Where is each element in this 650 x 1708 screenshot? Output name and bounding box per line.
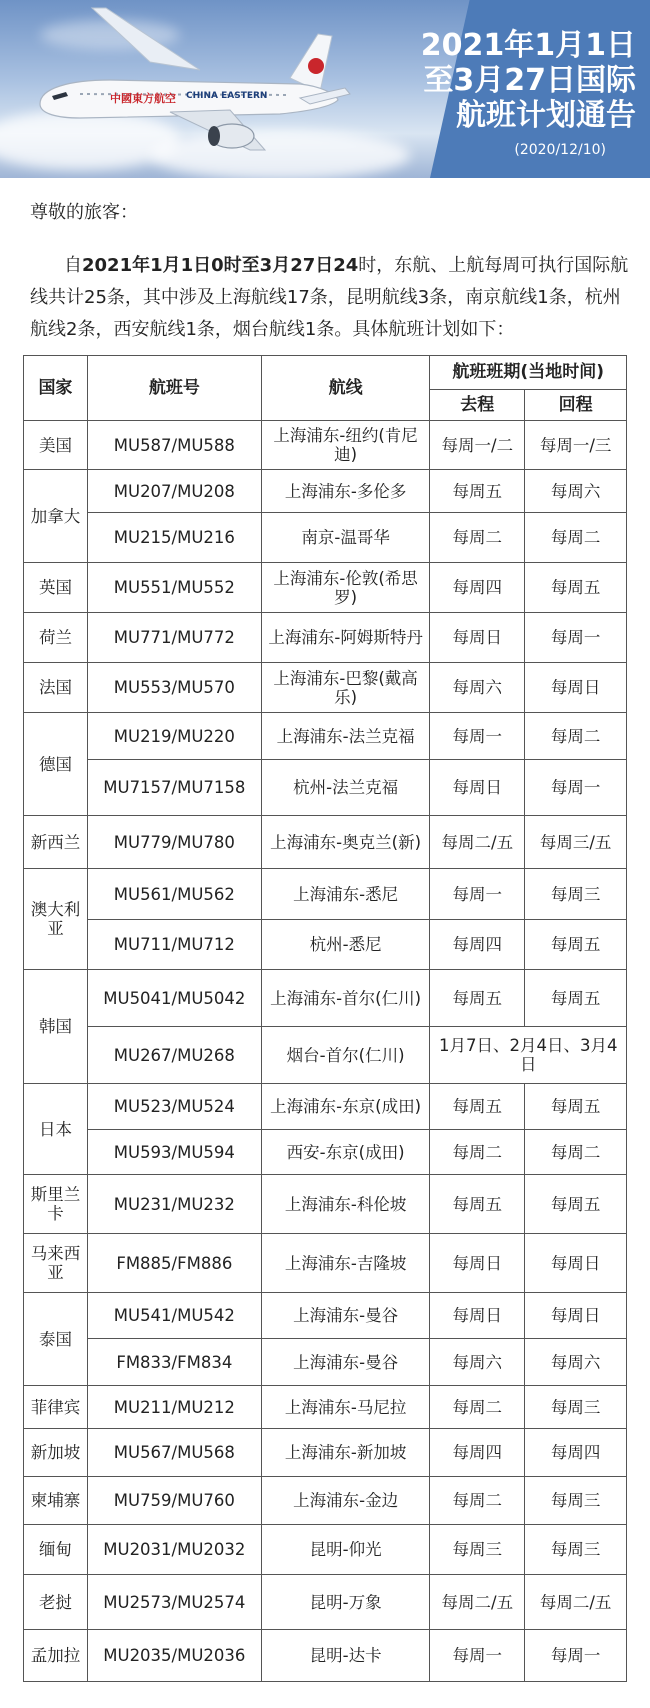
outbound-cell: 每周六 <box>430 663 525 713</box>
table-row <box>24 816 627 869</box>
flight-cell: MU2573/MU2574 <box>87 1575 261 1630</box>
inbound-cell: 每周五 <box>525 1084 627 1130</box>
notice-date: (2020/12/10) <box>514 142 606 158</box>
outbound-cell: 每周二 <box>430 1386 525 1429</box>
route-cell: 上海浦东-悉尼 <box>261 869 430 920</box>
country-cell: 老挝 <box>24 1575 88 1630</box>
flight-cell: MU593/MU594 <box>87 1130 261 1175</box>
table-row <box>24 760 627 816</box>
header-flight: 航班号 <box>87 356 261 421</box>
table-row <box>24 1525 627 1575</box>
country-cell: 斯里兰卡 <box>24 1175 88 1234</box>
inbound-cell: 每周六 <box>525 1339 627 1386</box>
table-row <box>24 1477 627 1525</box>
route-cell: 上海浦东-首尔(仁川) <box>261 970 430 1027</box>
flight-cell: MU587/MU588 <box>87 421 261 470</box>
header-outbound: 去程 <box>430 390 525 421</box>
route-cell: 杭州-悉尼 <box>261 920 430 970</box>
table-row <box>24 970 627 1027</box>
intro-text: 时，东航、上航每周可执行国际航线共计25条，其中涉及上海航线17条，昆明航线3条，南京航线1条，杭州航线2条，西安航线1条，烟台航线1条。具体航班计划如下： <box>30 255 629 340</box>
outbound-cell: 每周五 <box>430 970 525 1027</box>
country-cell: 柬埔寨 <box>24 1477 88 1525</box>
table-row <box>24 1027 627 1084</box>
flight-cell: MU219/MU220 <box>87 713 261 760</box>
outbound-cell: 每周日 <box>430 1234 525 1293</box>
table-row <box>24 1339 627 1386</box>
inbound-cell: 每周日 <box>525 1293 627 1339</box>
flight-cell: MU2031/MU2032 <box>87 1525 261 1575</box>
intro-bold-date: 2021年1月1日0时至3月27日24 <box>82 255 359 276</box>
header-schedule: 航班班期(当地时间) <box>430 356 627 390</box>
outbound-cell: 每周六 <box>430 1339 525 1386</box>
flight-schedule-table <box>23 355 627 1682</box>
outbound-cell: 每周一 <box>430 713 525 760</box>
route-cell: 上海浦东-巴黎(戴高乐) <box>261 663 430 713</box>
route-cell: 上海浦东-纽约(肯尼迪) <box>261 421 430 470</box>
inbound-cell: 每周六 <box>525 470 627 513</box>
airline-logo-en: CHINA EASTERN <box>186 91 268 101</box>
flight-cell: MU2035/MU2036 <box>87 1630 261 1682</box>
table-row <box>24 1386 627 1429</box>
header-route: 航线 <box>261 356 430 421</box>
header-country: 国家 <box>24 356 88 421</box>
route-cell: 上海浦东-科伦坡 <box>261 1175 430 1234</box>
country-cell: 新西兰 <box>24 816 88 869</box>
title-line: 至3月27日国际 <box>423 63 636 98</box>
country-cell: 新加坡 <box>24 1429 88 1477</box>
inbound-cell: 每周三 <box>525 1386 627 1429</box>
header-inbound: 回程 <box>525 390 627 421</box>
flight-cell: MU211/MU212 <box>87 1386 261 1429</box>
table-row <box>24 1293 627 1339</box>
outbound-cell: 每周一 <box>430 1630 525 1682</box>
inbound-cell: 每周二 <box>525 513 627 563</box>
country-cell: 泰国 <box>24 1293 88 1386</box>
route-cell: 上海浦东-阿姆斯特丹 <box>261 613 430 663</box>
schedule-merged-cell: 1月7日、2月4日、3月4日 <box>430 1027 627 1084</box>
outbound-cell: 每周日 <box>430 1293 525 1339</box>
table-row <box>24 713 627 760</box>
flight-cell: FM833/FM834 <box>87 1339 261 1386</box>
table-row <box>24 1575 627 1630</box>
inbound-cell: 每周三 <box>525 869 627 920</box>
table-row <box>24 869 627 920</box>
outbound-cell: 每周二/五 <box>430 816 525 869</box>
country-cell: 孟加拉 <box>24 1630 88 1682</box>
airplane-image <box>0 0 420 178</box>
flight-cell: MU553/MU570 <box>87 663 261 713</box>
route-cell: 上海浦东-金边 <box>261 1477 430 1525</box>
route-cell: 上海浦东-法兰克福 <box>261 713 430 760</box>
outbound-cell: 每周二/五 <box>430 1575 525 1630</box>
country-cell: 英国 <box>24 563 88 613</box>
inbound-cell: 每周日 <box>525 1234 627 1293</box>
outbound-cell: 每周二 <box>430 1477 525 1525</box>
table-row <box>24 1130 627 1175</box>
country-cell: 荷兰 <box>24 613 88 663</box>
title-line: 2021年1月1日 <box>420 28 636 63</box>
route-cell: 上海浦东-多伦多 <box>261 470 430 513</box>
country-cell: 法国 <box>24 663 88 713</box>
country-cell: 韩国 <box>24 970 88 1084</box>
country-cell: 马来西亚 <box>24 1234 88 1293</box>
outbound-cell: 每周五 <box>430 470 525 513</box>
country-cell: 缅甸 <box>24 1525 88 1575</box>
inbound-cell: 每周二/五 <box>525 1575 627 1630</box>
country-cell: 菲律宾 <box>24 1386 88 1429</box>
flight-cell: MU207/MU208 <box>87 470 261 513</box>
flight-cell: MU267/MU268 <box>87 1027 261 1084</box>
inbound-cell: 每周三/五 <box>525 816 627 869</box>
flight-cell: FM885/FM886 <box>87 1234 261 1293</box>
outbound-cell: 每周一/二 <box>430 421 525 470</box>
route-cell: 昆明-达卡 <box>261 1630 430 1682</box>
table-row <box>24 613 627 663</box>
airline-logo-cn: 中國東方航空 <box>110 92 176 105</box>
country-cell: 德国 <box>24 713 88 816</box>
route-cell: 西安-东京(成田) <box>261 1130 430 1175</box>
outbound-cell: 每周五 <box>430 1084 525 1130</box>
country-cell: 加拿大 <box>24 470 88 563</box>
flight-cell: MU779/MU780 <box>87 816 261 869</box>
inbound-cell: 每周五 <box>525 1175 627 1234</box>
flight-cell: MU711/MU712 <box>87 920 261 970</box>
intro-text: 自 <box>64 255 82 276</box>
table-row <box>24 663 627 713</box>
intro-paragraph <box>30 250 630 346</box>
route-cell: 上海浦东-新加坡 <box>261 1429 430 1477</box>
table-row <box>24 920 627 970</box>
route-cell: 上海浦东-曼谷 <box>261 1293 430 1339</box>
route-cell: 上海浦东-伦敦(希思罗) <box>261 563 430 613</box>
table-row <box>24 1234 627 1293</box>
header-banner <box>0 0 650 178</box>
flight-cell: MU523/MU524 <box>87 1084 261 1130</box>
route-cell: 上海浦东-东京(成田) <box>261 1084 430 1130</box>
inbound-cell: 每周一 <box>525 613 627 663</box>
title-line: 航班计划通告 <box>456 98 636 133</box>
route-cell: 上海浦东-吉隆坡 <box>261 1234 430 1293</box>
route-cell: 杭州-法兰克福 <box>261 760 430 816</box>
inbound-cell: 每周日 <box>525 663 627 713</box>
inbound-cell: 每周五 <box>525 920 627 970</box>
outbound-cell: 每周四 <box>430 920 525 970</box>
flight-cell: MU759/MU760 <box>87 1477 261 1525</box>
flight-cell: MU7157/MU7158 <box>87 760 261 816</box>
country-cell: 美国 <box>24 421 88 470</box>
flight-cell: MU215/MU216 <box>87 513 261 563</box>
flight-cell: MU771/MU772 <box>87 613 261 663</box>
outbound-cell: 每周二 <box>430 1130 525 1175</box>
inbound-cell: 每周五 <box>525 563 627 613</box>
table-row <box>24 1175 627 1234</box>
inbound-cell: 每周五 <box>525 970 627 1027</box>
country-cell: 澳大利亚 <box>24 869 88 970</box>
flight-cell: MU567/MU568 <box>87 1429 261 1477</box>
flight-cell: MU231/MU232 <box>87 1175 261 1234</box>
route-cell: 上海浦东-奥克兰(新) <box>261 816 430 869</box>
route-cell: 烟台-首尔(仁川) <box>261 1027 430 1084</box>
table-row <box>24 421 627 470</box>
flight-cell: MU541/MU542 <box>87 1293 261 1339</box>
inbound-cell: 每周一 <box>525 1630 627 1682</box>
route-cell: 南京-温哥华 <box>261 513 430 563</box>
table-row <box>24 563 627 613</box>
inbound-cell: 每周二 <box>525 1130 627 1175</box>
table-row <box>24 513 627 563</box>
outbound-cell: 每周三 <box>430 1525 525 1575</box>
outbound-cell: 每周四 <box>430 563 525 613</box>
country-cell: 日本 <box>24 1084 88 1175</box>
inbound-cell: 每周四 <box>525 1429 627 1477</box>
outbound-cell: 每周五 <box>430 1175 525 1234</box>
outbound-cell: 每周日 <box>430 613 525 663</box>
outbound-cell: 每周二 <box>430 513 525 563</box>
flight-cell: MU561/MU562 <box>87 869 261 920</box>
table-row <box>24 1084 627 1130</box>
table-row <box>24 470 627 513</box>
outbound-cell: 每周日 <box>430 760 525 816</box>
route-cell: 昆明-仰光 <box>261 1525 430 1575</box>
inbound-cell: 每周二 <box>525 713 627 760</box>
inbound-cell: 每周一 <box>525 760 627 816</box>
route-cell: 上海浦东-曼谷 <box>261 1339 430 1386</box>
flight-cell: MU551/MU552 <box>87 563 261 613</box>
outbound-cell: 每周一 <box>430 869 525 920</box>
inbound-cell: 每周三 <box>525 1525 627 1575</box>
greeting: 尊敬的旅客： <box>30 202 138 223</box>
inbound-cell: 每周三 <box>525 1477 627 1525</box>
outbound-cell: 每周四 <box>430 1429 525 1477</box>
route-cell: 昆明-万象 <box>261 1575 430 1630</box>
route-cell: 上海浦东-马尼拉 <box>261 1386 430 1429</box>
table-row <box>24 1429 627 1477</box>
inbound-cell: 每周一/三 <box>525 421 627 470</box>
flight-cell: MU5041/MU5042 <box>87 970 261 1027</box>
table-row <box>24 1630 627 1682</box>
page-title <box>410 28 650 133</box>
